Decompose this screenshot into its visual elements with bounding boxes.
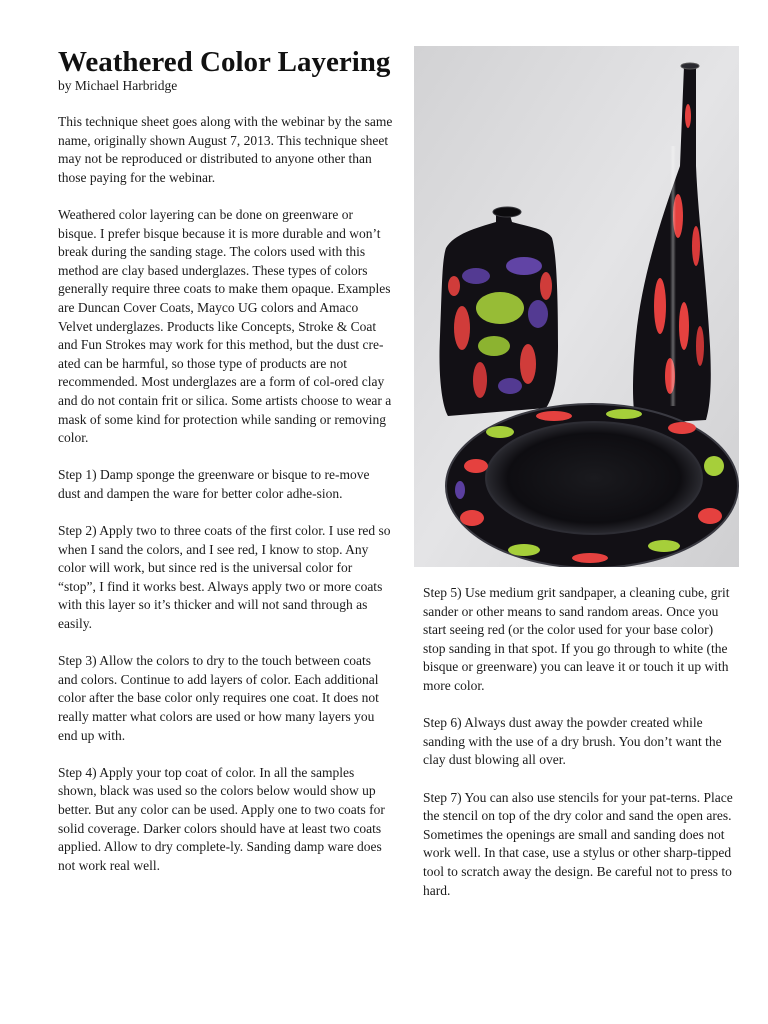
step-2-paragraph: Step 2) Apply two to three coats of the first color. I use red so when I sand the colors, and I see red, I know to stop. Any color will work, but since red is the universal color for “stop”, I find it works best. Always apply two or more coats with this layer so it’s thicker and will not sand through as easily. [58, 523, 391, 632]
pottery-photo [414, 46, 739, 567]
square-vase [439, 207, 558, 416]
step-4-paragraph: Step 4) Apply your top coat of color. In all the samples shown, black was used so the colors below would show up better. But any color can be used. Apply one to two coats for solid coverage. Darker colors should have at least two coats applied. Allow to dry complete-ly. Sanding damp ware does not work real well. [58, 764, 385, 873]
intro-paragraph: This technique sheet goes along with the webinar by the same name, originally shown August 7, 2013. This technique sheet may not be reproduced or distributed to anyone other than those paying for the webinar. [58, 114, 393, 185]
materials-paragraph: Weathered color layering can be done on greenware or bisque. I prefer bisque because it is more durable and won’t break during the sanding stage. The colors used with this method are clay based underglazes. These types of colors generally require three coats to make them opaque. Examples are Duncan Cover Coats, Mayco UG colors and Amaco Velvet underglazes. Products like Concepts, Stroke & Coat and Fun Strokes may work for this method, but the dust cre-ated can be harmful, so those type of products are not recommended. Most underglazes are a form of col-ored clay and do not contain frit or silica. Some artists choose to wear a mask of some kind for protection while sanding or removing color. [58, 206, 392, 446]
left-column [58, 113, 393, 894]
right-column [423, 584, 735, 919]
step-5-paragraph: Step 5) Use medium grit sandpaper, a cleaning cube, grit sander or other means to sand random areas. Once you start seeing red (or the color used for your base color) stop sanding in that spot. If you go through to white (the bisque or greenware) you can leave it or touch it up with more color. [423, 585, 730, 693]
step-6-paragraph: Step 6) Always dust away the powder created while sanding with the use of a dry brush. You don’t want the clay dust blowing all over. [423, 715, 722, 768]
step-1-paragraph: Step 1) Damp sponge the greenware or bisque to re-move dust and dampen the ware for better color adhe-sion. [58, 467, 370, 501]
step-7-paragraph: Step 7) You can also use stencils for your pat-terns. Place the stencil on top of the dry color and sand the open ares. Sometimes the openings are small and sanding does not work well. In that case, use a stylus or other sharp-tipped tool to scratch away the design. Be careful not to press to hard. [423, 789, 733, 898]
step-3-paragraph: Step 3) Allow the colors to dry to the touch between coats and colors. Continue to add layers of color. Each additional color after the base color only requires one coat. It does not really matter what colors are used or how many layers you end up with. [58, 653, 379, 743]
page-title: Weathered Color Layering [58, 46, 391, 78]
byline: by Michael Harbridge [58, 78, 178, 93]
plate [446, 404, 738, 567]
